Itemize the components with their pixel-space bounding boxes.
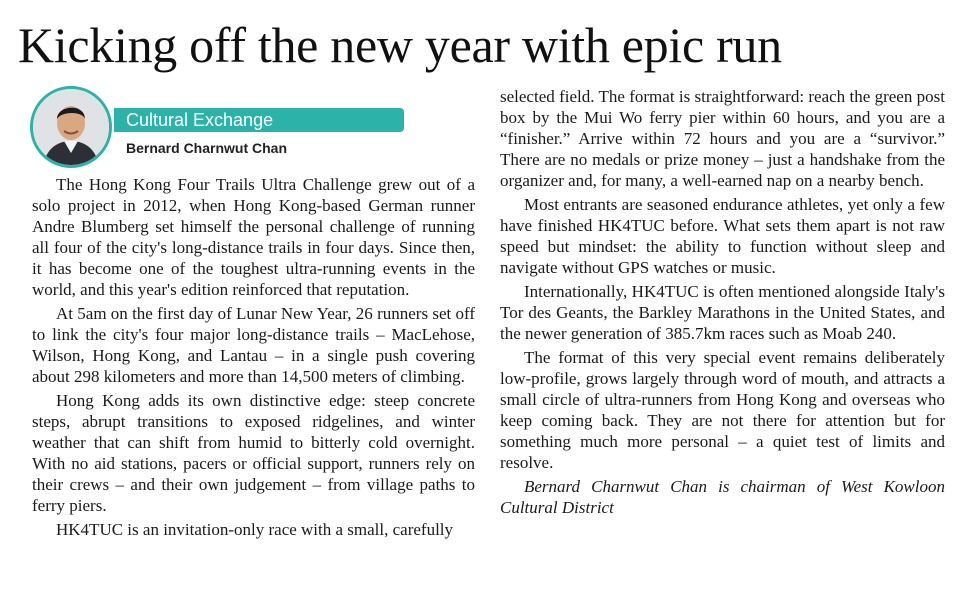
paragraph: HK4TUC is an invitation-only race with a small, carefully [56,520,454,539]
author-note: Bernard Charnwut Chan is chairman of West Kowloon Cultural District [500,477,945,517]
left-column [32,174,475,543]
paragraph: Hong Kong adds its own distinctive edge: steep concrete steps, abrupt transitions to exposed ridgelines, and winter weather that can shift from humid to bitterly cold overnight. With no aid stations, pacers or official support, runners rely on their crews – and their own judgement – from village paths to ferry piers. [32,391,475,515]
author-name: Bernard Charnwut Chan [126,140,288,156]
author-photo [30,86,112,168]
paragraph: The format of this very special event remains deliberately low-profile, grows largely through word of mouth, and attracts a small circle of ultra-runners from Hong Kong and overseas who keep coming back. They are not there for attention but for something much more personal – a quiet test of limits and resolve. [500,348,945,472]
column-byline [30,86,480,172]
paragraph-continuation: selected field. The format is straightforward: reach the green post box by the Mui Wo ferry pier within 60 hours, and you are a “finisher.” Arrive within 72 hours and you are a “survivor.” There are no medals or prize money – just a handshake from the organizer and, for many, a well-earned nap on a nearby bench. [500,87,945,190]
paragraph: At 5am on the first day of Lunar New Year, 26 runners set off to link the city's four major long-distance trails – MacLehose, Wilson, Hong Kong, and Lantau – in a single push covering about 298 kilometers and more than 14,500 meters of climbing. [32,304,475,386]
column-name-band: Cultural Exchange [114,108,404,132]
paragraph: The Hong Kong Four Trails Ultra Challenge grew out of a solo project in 2012, when Hong Kong-based German runner Andre Blumberg set himself the personal challenge of running all four of the city's long-distance trails in four days. Since then, it has become one of the toughest ultra-running events in the world, and this year's edition reinforced that reputation. [32,175,475,299]
author-portrait-icon [33,89,109,165]
headline: Kicking off the new year with epic run [18,17,782,73]
paragraph: Internationally, HK4TUC is often mentioned alongside Italy's Tor des Geants, the Barkley Marathons in the United States, and the newer generation of 385.7km races such as Moab 240. [500,282,945,343]
right-column [500,86,945,521]
paragraph: Most entrants are seasoned endurance athletes, yet only a few have finished HK4TUC before. What sets them apart is not raw speed but mindset: the ability to function without sleep and navigate without GPS watches or music. [500,195,945,277]
